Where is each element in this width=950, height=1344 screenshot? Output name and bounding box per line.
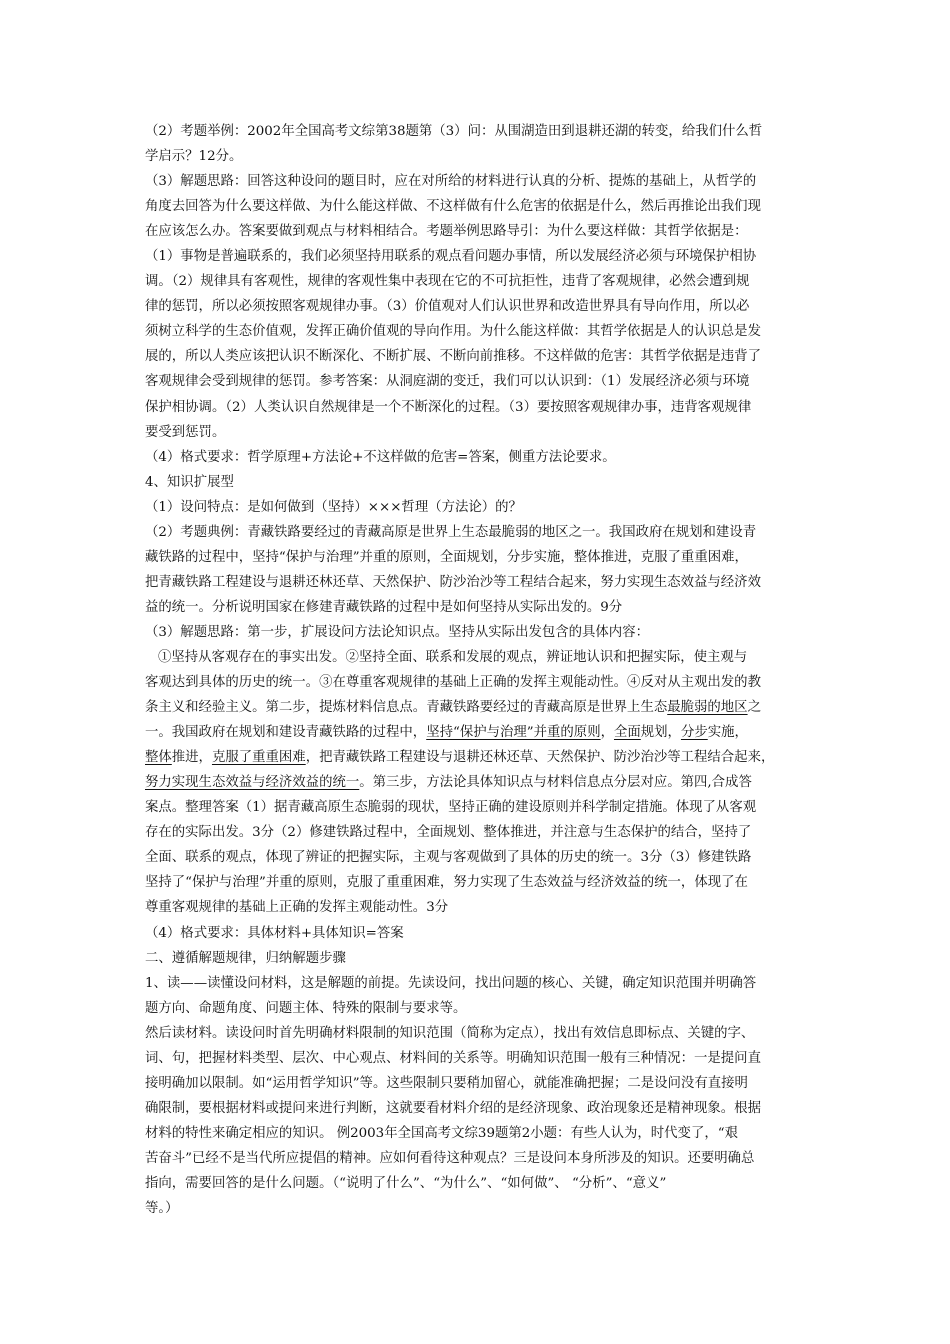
text-segment: 条主义和经验主义。第二步，提炼材料信息点。青藏铁路要经过的青藏高原是世界上生态: [145, 700, 668, 716]
text-segment: 一。我国政府在规划和建设青藏铁路的过程中，: [145, 725, 427, 741]
text-line: [145, 770, 825, 795]
text-line: （3）解题思路：回答这种设问的题目时，应在对所给的材料进行认真的分析、提炼的基础上，从哲学的: [145, 174, 757, 190]
text-line: （2）考题举例：2002年全国高考文综第38题第（3）问：从围湖造田到退耕还湖的转变，给我们什么哲: [145, 124, 763, 139]
text-line: 词、句，把握材料类型、层次、中心观点、材料间的关系等。明确知识范围一般有三种情况：一是提问直: [145, 1050, 761, 1066]
text-line: 学启示？12分。: [145, 149, 243, 165]
underlined-phrase: 克服了重重困难: [211, 750, 306, 766]
text-line: 角度去回答为什么要这样做、为什么能这样做、不这样做有什么危害的依据是什么，然后再推论出我们现: [145, 199, 761, 215]
text-line: 案点。整理答案（1）据青藏高原生态脆弱的现状，坚持正确的建设原则并科学制定措施。体现了从客观: [145, 800, 757, 816]
text-line: 1、读——读懂设问材料，这是解题的前提。先读设问，找出问题的核心、关键，确定知识范围并明确答: [145, 975, 757, 991]
text-segment: 。第三步，方法论具体知识点与材料信息点分层对应。第四,合成答: [359, 775, 752, 791]
underlined-phrase: 整体: [145, 750, 172, 766]
text-segment: ，把青藏铁路工程建设与退耕还林还草、天然保护、防沙治沙等工程结合起来，: [305, 750, 775, 766]
text-line: （2）考题典例：青藏铁路要经过的青藏高原是世界上生态最脆弱的地区之一。我国政府在规划和建设青: [145, 524, 757, 540]
text-line: 调。（2）规律具有客观性，规律的客观性集中表现在它的不可抗拒性，违背了客观规律，必然会遭到规: [145, 274, 750, 290]
text-line: 在应该怎么办。答案要做到观点与材料相结合。考题举例思路导引：为什么要这样做：其哲学依据是：: [145, 224, 748, 240]
text-line: 藏铁路的过程中，坚持“保护与治理”并重的原则，全面规划，分步实施，整体推进，克服了重重困难，: [145, 549, 748, 565]
text-line: 全面、联系的观点，体现了辨证的把握实际，主观与客观做到了具体的历史的统一。3分（3）修建铁路: [145, 850, 752, 866]
text-line: 材料的特性来确定相应的知识。 例2003年全国高考文综39题第2小题：有些人认为，时代变了，“艰: [145, 1125, 738, 1141]
underlined-phrase: 分步: [680, 725, 708, 741]
text-line: ①坚持从客观存在的事实出发。②坚持全面、联系和发展的观点，辨证地认识和把握实际，使主观与: [158, 649, 748, 665]
text-segment: 实施，: [707, 725, 748, 741]
text-line: 等。）: [145, 1201, 179, 1217]
text-line: 把青藏铁路工程建设与退耕还林还草、天然保护、防沙治沙等工程结合起来，努力实现生态效益与经济效: [145, 574, 761, 590]
text-line: （3）解题思路：第一步，扩展设问方法论知识点。坚持从实际出发包含的具体内容：: [145, 624, 649, 640]
text-line: 须树立科学的生态价值观，发挥正确价值观的导向作用。为什么能这样做：其哲学依据是人的认识总是发: [145, 324, 761, 340]
text-line: 题方向、命题角度、问题主体、特殊的限制与要求等。: [145, 1000, 467, 1016]
text-line: [145, 745, 825, 770]
text-line: 律的惩罚，所以必须按照客观规律办事。（3）价值观对人们认识世界和改造世界具有导向作用，所以必: [145, 299, 750, 315]
text-line: 接明确加以限制。如“运用哲学知识”等。这些限制只要稍加留心，就能准确把握；二是设问没有直接明: [145, 1075, 748, 1091]
text-segment: ，: [600, 725, 614, 741]
text-line: 保护相协调。（2）人类认识自然规律是一个不断深化的过程。（3）要按照客观规律办事，违背客观规律: [145, 399, 752, 415]
text-line: 益的统一。分析说明国家在修建青藏铁路的过程中是如何坚持从实际出发的。9分: [145, 599, 623, 615]
text-line: （4）格式要求：具体材料+具体知识=答案: [145, 925, 404, 941]
section-heading: 二、遵循解题规律，归纳解题步骤: [145, 950, 346, 966]
text-line: 然后读材料。读设问时首先明确材料限制的知识范围（简称为定点），找出有效信息即标点、关键的字、: [145, 1025, 755, 1041]
text-line: （1）设问特点：是如何做到（坚持）×××哲理（方法论）的？: [145, 499, 522, 515]
section-heading: 4、知识扩展型: [145, 474, 234, 490]
text-line: 坚持了“保护与治理”并重的原则，克服了重重困难，努力实现了生态效益与经济效益的统一，体现了在: [145, 875, 748, 891]
text-line: 要受到惩罚。: [145, 424, 226, 440]
text-line: （1）事物是普遍联系的，我们必须坚持用联系的观点看问题办事情，所以发展经济必须与环境保护相协: [145, 249, 757, 265]
text-segment: 之: [747, 700, 761, 716]
text-segment: 推进，: [171, 750, 212, 766]
text-line: 尊重客观规律的基础上正确的发挥主观能动性。3分: [145, 900, 449, 916]
document-page: [145, 119, 825, 1221]
text-line: 客观规律会受到规律的惩罚。参考答案：从洞庭湖的变迁，我们可以认识到：（1）发展经济必须与环境: [145, 374, 750, 390]
underlined-phrase: 坚持“保护与治理”并重的原则: [426, 725, 601, 741]
text-line: （4）格式要求：哲学原理+方法论+不这样做的危害=答案，侧重方法论要求。: [145, 449, 616, 465]
text-line: [145, 695, 825, 720]
underlined-phrase: 全面: [613, 725, 641, 741]
text-line: 指向，需要回答的是什么问题。（“说明了什么”、“为什么”、“如何做”、 “分析”、“意义”: [145, 1175, 667, 1191]
text-line: 客观达到具体的历史的统一。③在尊重客观规律的基础上正确的发挥主观能动性。④反对从主观出发的教: [145, 675, 761, 691]
text-line: 苦奋斗”已经不是当代所应提倡的精神。应如何看待这种观点？三是设问本身所涉及的知识。还要明确总: [145, 1150, 755, 1166]
text-line: 确限制，要根据材料或提问来进行判断，这就要看材料介绍的是经济现象、政治现象还是精神现象。根据: [145, 1100, 761, 1116]
text-segment: 规划，: [640, 725, 681, 741]
text-line: 展的，所以人类应该把认识不断深化、不断扩展、不断向前推移。不这样做的危害：其哲学依据是违背了: [145, 349, 761, 365]
text-line: [145, 720, 825, 745]
underlined-phrase: 努力实现生态效益与经济效益的统一: [145, 775, 360, 791]
underlined-phrase: 最脆弱的地区: [667, 700, 748, 716]
text-line: 存在的实际出发。3分（2）修建铁路过程中，全面规划、整体推进，并注意与生态保护的结合，坚持了: [145, 825, 752, 841]
